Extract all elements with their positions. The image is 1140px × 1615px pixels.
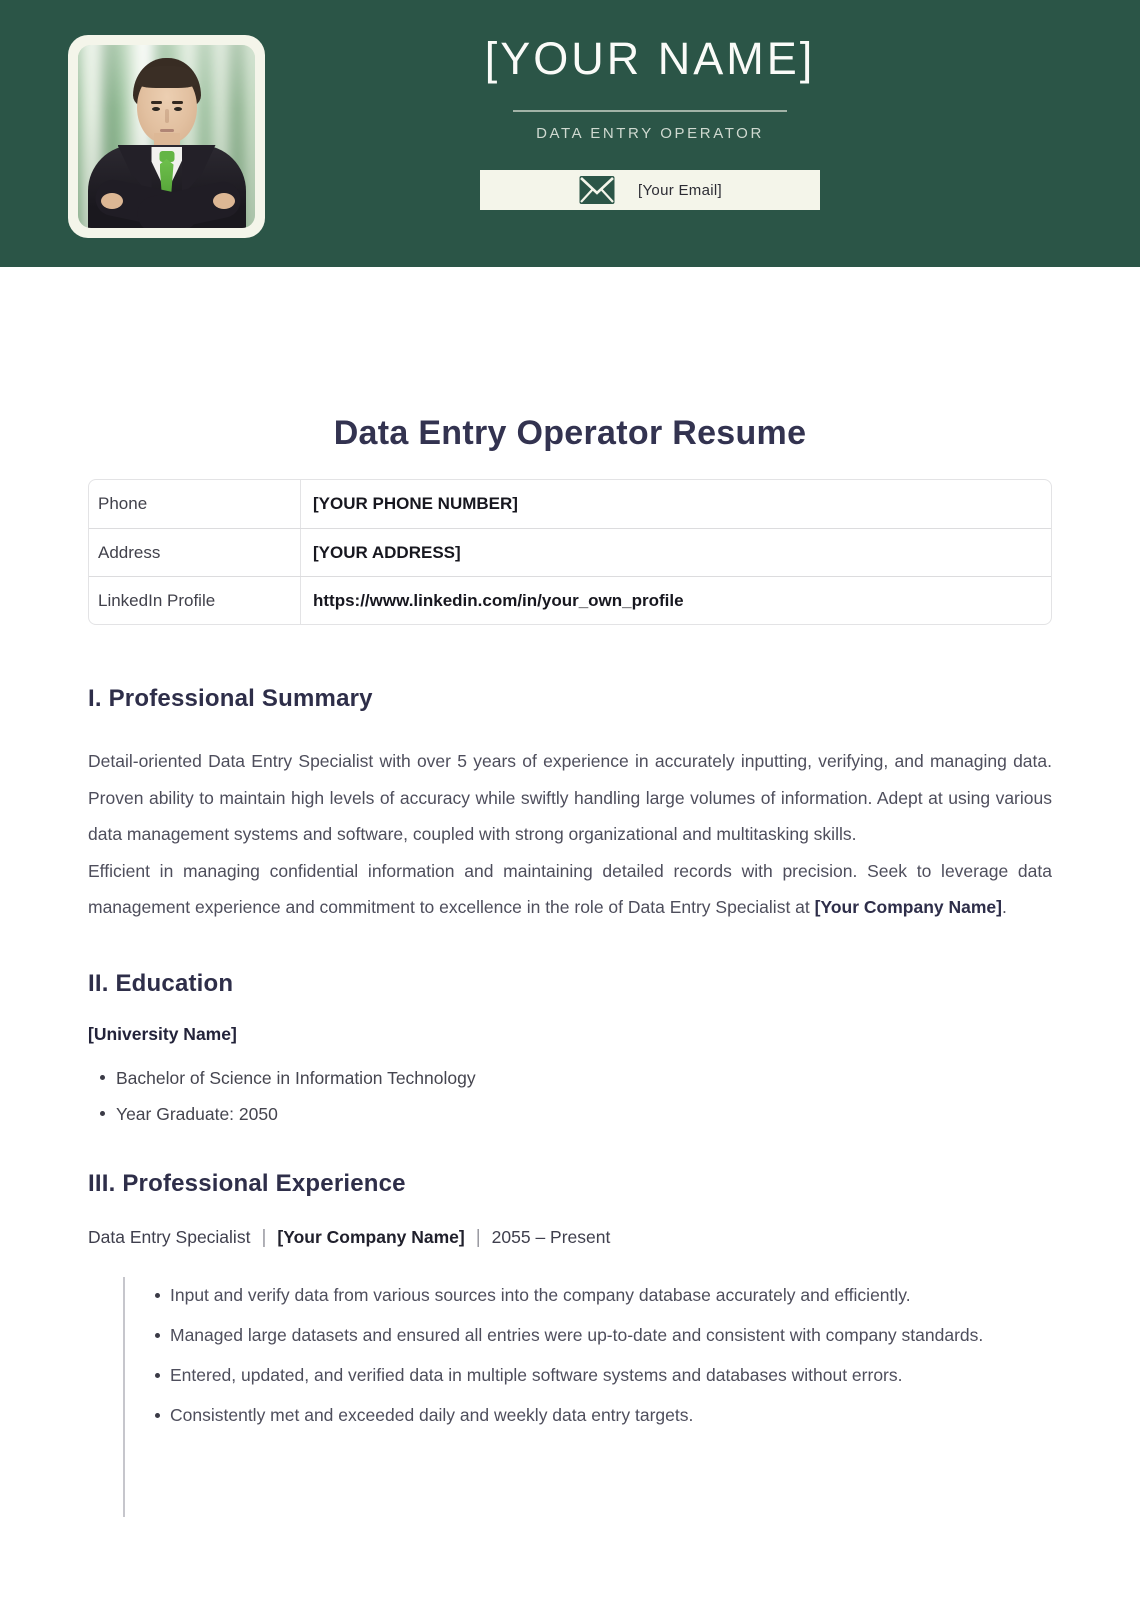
list-item: Bachelor of Science in Information Technology: [88, 1060, 1052, 1096]
list-item: Input and verify data from various sources into the company database accurately and efficiently.: [153, 1277, 1052, 1314]
person-name: [YOUR NAME]: [484, 33, 816, 84]
summary-heading: I. Professional Summary: [88, 685, 373, 712]
profile-photo-image: [78, 45, 255, 228]
bullet-dot: [100, 1111, 105, 1116]
phone-label: Phone: [89, 480, 301, 528]
page-title: Data Entry Operator Resume: [333, 414, 807, 452]
list-item: Year Graduate: 2050: [88, 1096, 1052, 1132]
job-title: Data Entry Specialist: [88, 1226, 251, 1247]
envelope-icon: [578, 174, 616, 206]
company-name-placeholder: [Your Company Name]: [814, 897, 1002, 917]
email-button[interactable]: [480, 170, 820, 210]
list-item: Consistently met and exceeded daily and weekly data entry targets.: [153, 1397, 1052, 1434]
section-professional-experience: [88, 1168, 1052, 1517]
bullet-dot: [155, 1373, 160, 1378]
email-label: [Your Email]: [638, 181, 722, 199]
profile-photo: [68, 35, 265, 238]
education-heading: II. Education: [88, 969, 234, 997]
experience-heading: III. Professional Experience: [88, 1169, 406, 1197]
section-professional-summary: [88, 683, 1052, 926]
table-row-linkedin: [89, 576, 1051, 624]
university-name: [University Name]: [88, 1023, 237, 1044]
header-identity: [370, 0, 930, 210]
address-value: [YOUR ADDRESS]: [313, 542, 461, 562]
role-title: DATA ENTRY OPERATOR: [536, 125, 764, 142]
summary-text: [88, 743, 1052, 926]
summary-paragraph-1: Detail-oriented Data Entry Specialist with over 5 years of experience in accurately inputting, verifying, and managing data. Proven ability to maintain high levels of accuracy while swiftly handling large volumes of information. Adept at using various data management systems and software, coupled with strong organizational and multitasking skills.: [88, 751, 1052, 844]
summary-paragraph-2: Efficient in managing confidential information and maintaining detailed records with precision. Seek to leverage data management experience and commitment to excellence in the role of Data Entry Specialist at [Your Company Name].: [88, 860, 1052, 917]
bullet-dot: [100, 1075, 105, 1080]
header-banner: [0, 0, 1140, 267]
name-divider: [513, 110, 787, 112]
linkedin-label: LinkedIn Profile: [89, 577, 301, 624]
separator-bar: |: [261, 1226, 267, 1248]
phone-value: [YOUR PHONE NUMBER]: [313, 494, 518, 513]
education-list: [88, 1060, 1052, 1132]
address-label: Address: [89, 529, 301, 576]
list-item: Managed large datasets and ensured all entries were up-to-date and consistent with company standards.: [153, 1317, 1052, 1354]
company-name-placeholder: [Your Company Name]: [277, 1226, 465, 1247]
linkedin-url[interactable]: https://www.linkedin.com/in/your_own_profile: [313, 590, 684, 610]
table-row-phone: [89, 480, 1051, 528]
employment-dates: 2055 – Present: [491, 1226, 611, 1247]
bullet-dot: [155, 1293, 160, 1298]
list-item: Entered, updated, and verified data in multiple software systems and databases without errors.: [153, 1357, 1052, 1394]
job-meta-line: [88, 1224, 1052, 1251]
contact-table: [88, 479, 1052, 625]
separator-bar: |: [475, 1226, 481, 1248]
section-education: [88, 968, 1052, 1132]
table-row-address: [89, 528, 1051, 576]
bullet-dot: [155, 1333, 160, 1338]
experience-detail-block: [123, 1277, 1052, 1517]
bullet-dot: [155, 1413, 160, 1418]
experience-list: [153, 1277, 1052, 1434]
resume-content: [0, 413, 1140, 1517]
